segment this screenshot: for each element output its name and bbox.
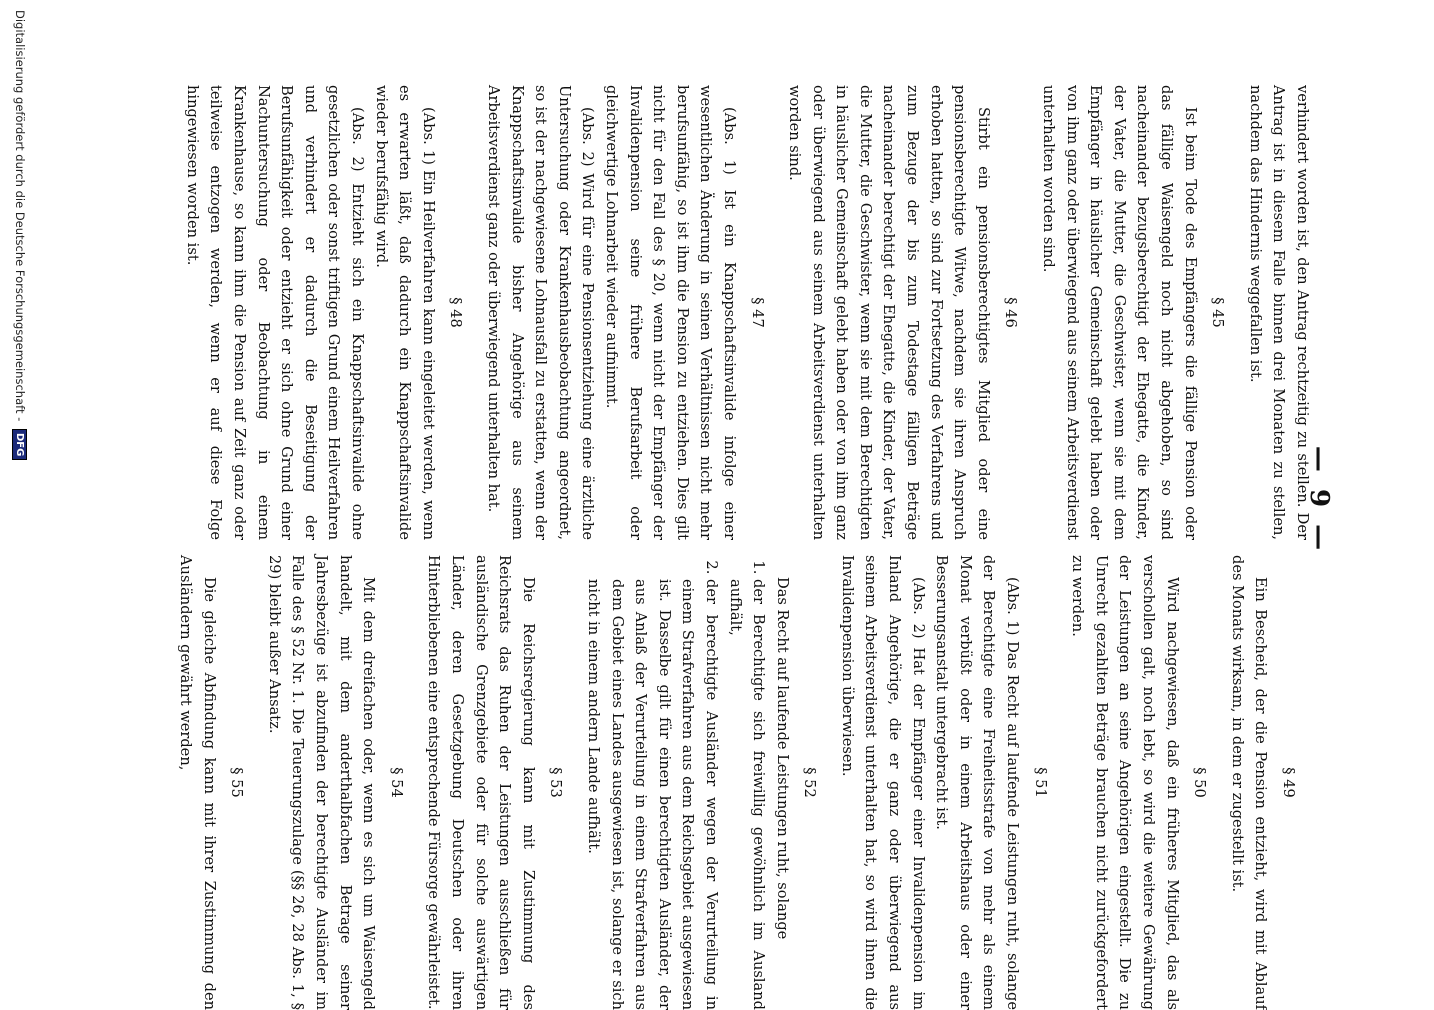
section-heading: § 54	[387, 767, 405, 798]
section-heading: § 53	[547, 767, 565, 798]
section-heading: § 50	[1191, 767, 1209, 798]
section-heading: § 45	[1209, 297, 1227, 328]
enumerated-list	[581, 555, 770, 1010]
section-heading: § 51	[1031, 767, 1049, 798]
paragraph: (Abs. 2) Entzieht sich ein Knappschaftsinvalide ohne gesetzlichen oder sonst triftigen Grund einem Heilverfahren und verhindert er dadurch die Beseitigung der Berufsunfähigkeit oder entzieht er sich ohne Grund einer Nachuntersuchung oder Beobachtung in einem Krankenhause, so kann ihm die Pension auf Zeit ganz oder teilweise entzogen werden, wenn er auf diese Folge hingewiesen worden ist.	[183, 85, 367, 540]
section-heading: § 52	[801, 767, 819, 798]
paragraph: (Abs. 2) Hat der Empfänger einer Invalidenpension im Inland Angehörige, die er ganz oder überwiegend aus seinem Arbeitsverdienst unterhalten hat, so wird ihnen die Invalidenpension überwiesen.	[838, 555, 927, 1010]
list-item: 2. der berechtigte Ausländer wegen der Verurteilung in einem Strafverfahren aus dem Reichsgebiet ausgewiesen ist. Dasselbe gilt für einen berechtigten Ausländer, der aus Anlaß der Verurteilung in einem Strafverfahren aus dem Gebiet eines Landes ausgewiesen ist, solange er sich nicht in einem andern Lande aufhält.	[581, 579, 723, 1010]
section-heading: § 46	[1002, 297, 1020, 328]
dfg-logo: DFG	[12, 429, 27, 460]
paragraph: (Abs. 2) Wird für eine Pensionsentziehung eine ärztliche Untersuchung oder Krankenhausbeobachtung angeordnet, so ist der nachgewiesene Lohnausfall zu erstatten, wenn der Knappschaftsinvalide bisher Angehörige aus seinem Arbeitsverdienst ganz oder überwiegend unterhalten hat.	[485, 85, 597, 540]
footer-text: Digitalisierung gefördert durch die Deutsche Forschungsgemeinschaft -	[13, 10, 27, 422]
paragraph: Ist beim Tode des Empfängers die fällige Pension oder das fällige Waisengeld noch nicht abgehoben, so sind nacheinander bezugsberechtigt der Ehegatte, die Kinder, der Vater, die Mutter, die Geschwister, wenn sie mit dem Empfänger in häuslicher Gemeinschaft gelebt haben oder von ihm ganz oder überwiegend aus seinem Arbeitsverdienst unterhalten worden sind.	[1040, 85, 1199, 540]
section-heading: § 48	[447, 297, 465, 328]
paragraph: (Abs. 1) Ist ein Knappschaftsinvalide infolge einer wesentlichen Änderung in seinen Verhältnissen nicht mehr berufsunfähig, so ist ihm die Pension zu entziehen. Dies gilt nicht für den Fall des § 20, wenn nicht der Empfänger der Invalidenpension seine frühere Berufsarbeit oder gleichwertige Lohnarbeit wieder aufnimmt.	[602, 85, 738, 540]
right-column	[173, 555, 1314, 1010]
list-item: 1. der Berechtigte sich freiwillig gewöhnlich im Ausland aufhält,	[723, 579, 770, 1010]
paragraph: Das Recht auf laufende Leistungen ruht, solange	[773, 577, 791, 940]
digitization-footer	[12, 10, 27, 460]
paragraph: Stirbt ein pensionsberechtigtes Mitglied oder eine pensionsberechtigte Witwe, nachdem sie ihren Anspruch erhoben hatten, so sind zur Fortsetzung des Verfahrens und zum Bezuge der bis zum Todestage fälligen Beträge nacheinander berechtigt der Ehegatte, die Kinder, der Vater, die Mutter, die Geschwister, wenn sie mit dem Berechtigten in häuslicher Gemeinschaft gelebt haben oder von ihm ganz oder überwiegend aus seinem Arbeitsverdienst unterhalten worden sind.	[786, 85, 992, 540]
paragraph: (Abs. 1) Das Recht auf laufende Leistungen ruht, solange der Berechtigte eine Freiheitsstrafe von mehr als einem Monat verbüßt oder in einem Arbeitshaus oder einer Besserungsanstalt untergebracht ist.	[933, 555, 1022, 1010]
left-column	[180, 85, 1314, 540]
paragraph: verhindert worden ist, den Antrag rechtzeitig zu stellen. Der Antrag ist in diesem Falle binnen drei Monaten zu stellen, nachdem das Hindernis weggefallen ist.	[1246, 85, 1311, 540]
page-number: — 9 —	[1304, 445, 1334, 555]
section-heading: § 55	[228, 767, 246, 798]
section-heading: § 49	[1280, 767, 1297, 798]
paragraph: Die Reichsregierung kann mit Zustimmung des Reichsrats das Ruhen der Leistungen ausschließen für ausländische Grenzgebiete oder für solche auswärtigen Länder, deren Gesetzgebung Deutschen oder ihren Hinterbliebenen eine entsprechende Fürsorge gewährleistet.	[425, 555, 537, 1010]
paragraph: (Abs. 1) Ein Heilverfahren kann eingeleitet werden, wenn es erwarten läßt, daß dadurch ein Knappschaftsinvalide wieder berufsfähig wird.	[372, 85, 437, 540]
paragraph: Mit dem dreifachen oder, wenn es sich um Waisengeld handelt, mit dem anderthalbfachen Betrage seiner Jahresbezüge ist abzufinden der berechtigte Ausländer im Falle des § 52 Nr. 1. Die Teuerungszulage (§§ 26, 28 Abs. 1, § 29) bleibt außer Ansatz.	[265, 555, 378, 1010]
paragraph: Die gleiche Abfindung kann mit ihrer Zustimmung den Ausländern gewährt werden,	[177, 555, 218, 1010]
section-heading: § 47	[748, 297, 766, 328]
paragraph: Ein Bescheid, der die Pension entzieht, wird mit Ablauf des Monats wirksam, in dem er zugestellt ist.	[1228, 555, 1270, 1010]
paragraph: Wird nachgewiesen, daß ein früheres Mitglied, das als verschollen galt, noch lebt, so wird die weitere Gewährung der Leistungen an seine Angehörigen eingestellt. Die zu Unrecht gezahlten Beträge brauchen nicht zurückgefordert zu werden.	[1069, 555, 1181, 1010]
